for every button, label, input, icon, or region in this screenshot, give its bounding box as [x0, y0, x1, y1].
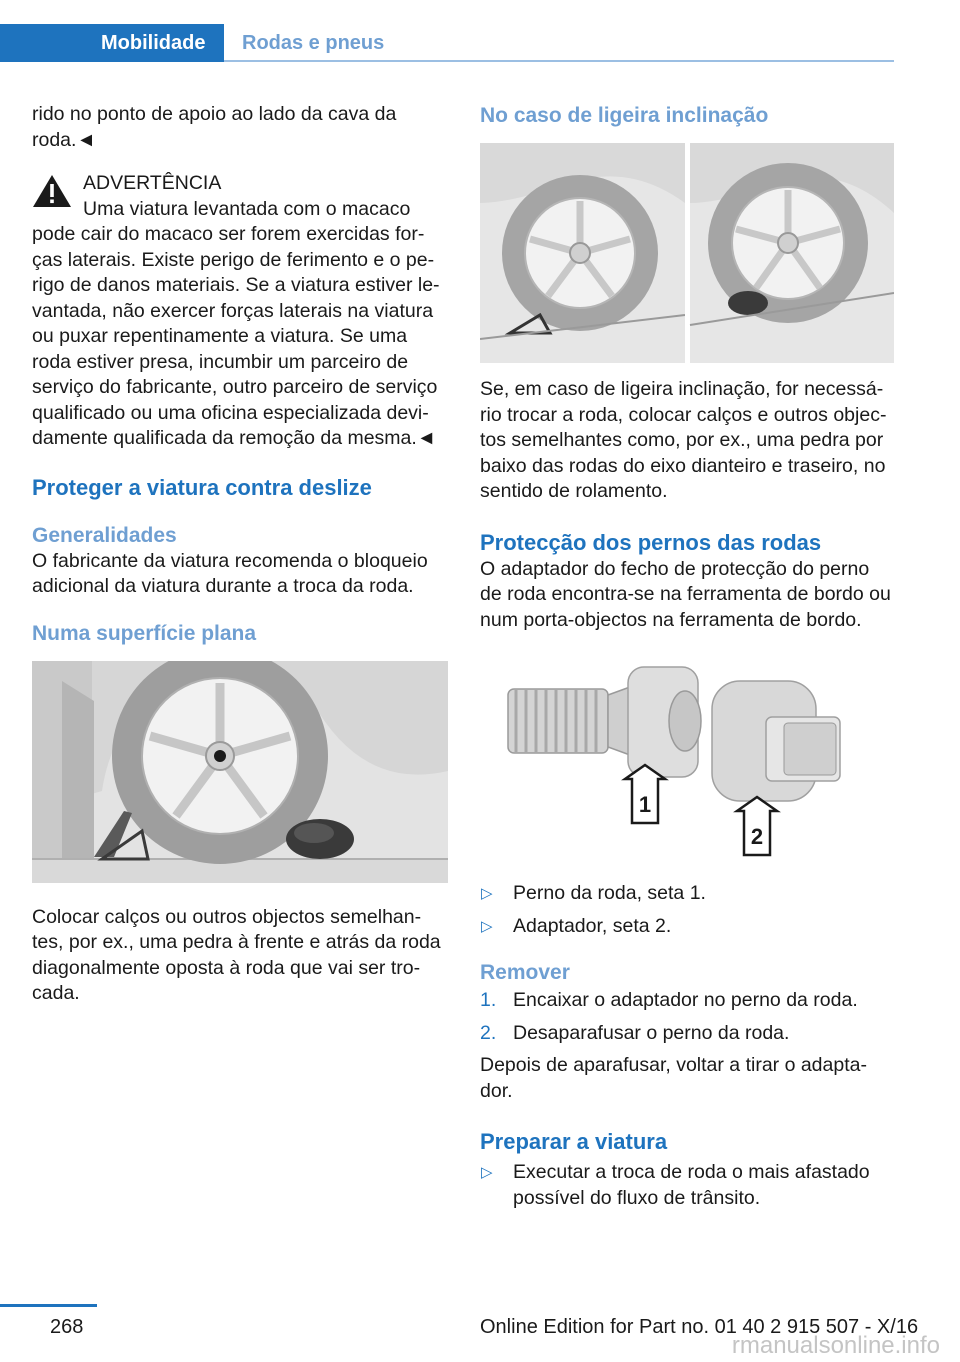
list-item: ▷ Perno da roda, seta 1.	[480, 881, 896, 907]
slope-text: Se, em caso de ligeira inclinação, for necessá‐rio trocar a roda, colocar calços e outros objec‐tos semelhantes como, por ex., uma pedra por baixo das rodas do eixo dianteiro e traseiro, no sentido de rolamento.	[480, 378, 887, 502]
page-number: 268	[50, 1316, 84, 1338]
heading-protect: Proteger a viatura contra deslize	[32, 474, 372, 500]
triangle-right-icon: ▷	[481, 917, 493, 935]
wheel-bolt-illustration	[480, 659, 894, 871]
bolt-parts-list	[480, 881, 896, 939]
list-item: ▷ Executar a troca de roda o mais afastado possível do fluxo de trânsito.	[481, 1161, 870, 1209]
heading-flat-surface: Numa superfície plana	[32, 621, 257, 645]
list-item: ▷ Adaptador, seta 2.	[480, 914, 896, 940]
flat-surface-text: Colocar calços ou outros objectos semelhan‐tes, por ex., uma pedra à frente e atrás da roda diagonalmente oposta à roda que vai ser tro‐cada.	[32, 905, 441, 1004]
heading-wheel-bolts: Protecção dos pernos das rodas	[480, 529, 822, 555]
flat-surface-illustration	[32, 661, 448, 883]
warning-title: ADVERTÊNCIA	[83, 172, 222, 194]
heading-remove: Remover	[480, 961, 570, 984]
page-number-bar	[0, 1304, 97, 1307]
intro-text: rido no ponto de apoio ao lado da cava da roda.◄	[32, 103, 397, 151]
tab-mobilidade[interactable]: Mobilidade	[0, 24, 224, 62]
remove-after-text: Depois de aparafusar, voltar a tirar o adapta‐dor.	[480, 1054, 867, 1102]
right-column	[480, 102, 896, 1218]
watermark: rmanualsonline.info	[731, 1332, 940, 1359]
wheel-bolts-text: O adaptador do fecho de protecção do perno de roda encontra-se na ferramenta de bordo ou num porta-objectos na ferramenta de bordo.	[480, 557, 891, 631]
left-column	[32, 102, 448, 1007]
triangle-right-icon: ▷	[481, 885, 493, 902]
warning-text: pode cair do macaco ser forem exercidas for‐ças laterais. Existe perigo de ferimento e o pe‐rigo de danos materiais. Se a viatura estiver le‐vantada, não exercer forças laterais na viatura ou puxar repentinamente a viatura. Se uma roda estiver presa, incumbir um parceiro de serviço do fabricante, outro parceiro de serviço qualificado ou uma oficina especializada devi‐damente qualificada da remoção da mesma.◄	[32, 223, 440, 449]
list-item: 2. Desaparafusar o perno da roda.	[480, 1021, 790, 1044]
arrow-2-label: 2	[750, 824, 764, 849]
header-tabs	[0, 24, 894, 62]
remove-steps	[480, 988, 896, 1046]
heading-prepare: Preparar a viatura	[480, 1129, 668, 1154]
prepare-list	[480, 1160, 896, 1211]
tab-rodas-e-pneus[interactable]: Rodas e pneus	[242, 32, 385, 54]
general-text: O fabricante da viatura recomenda o bloqueio adicional da viatura durante a troca da roda.	[32, 549, 428, 597]
list-item: 1. Encaixar o adaptador no perno da roda.	[480, 989, 858, 1011]
warning-block	[32, 171, 448, 452]
heading-general: Generalidades	[32, 523, 177, 547]
triangle-right-icon: ▷	[481, 1164, 493, 1181]
edition-text: Online Edition for Part no. 01 40 2 915 507 - X/16	[480, 1316, 919, 1338]
warning-first-line: Uma viatura levantada com o macaco	[83, 197, 411, 220]
arrow-1-label: 1	[638, 792, 652, 817]
heading-slope: No caso de ligeira inclinação	[480, 104, 769, 127]
slope-illustration	[480, 143, 894, 363]
warning-triangle-icon	[32, 173, 72, 209]
tab-underline	[224, 60, 894, 62]
